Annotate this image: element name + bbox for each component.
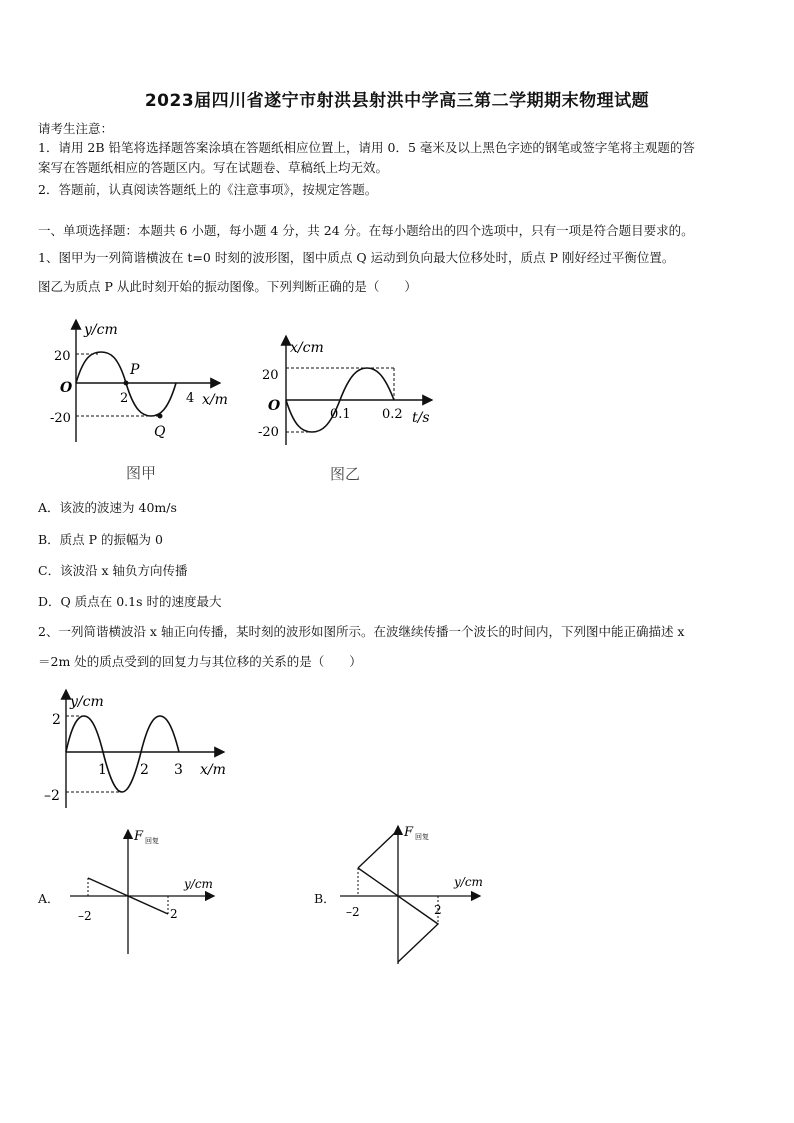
fig-a-caption: 图甲 — [126, 464, 157, 482]
opt-b-tick-pos: 2 — [434, 903, 442, 917]
fig-a-label-p: P — [130, 362, 140, 378]
q2-x-tick-2: 2 — [140, 762, 149, 778]
q2-option-b-graph[interactable] — [334, 820, 494, 970]
fig-a-x-label: x/m — [202, 392, 228, 408]
exam-title: 2023届四川省遂宁市射洪县射洪中学高三第二学期期末物理试题 — [144, 91, 650, 111]
fig-a-label-q: Q — [154, 424, 166, 440]
fig-b-t-tick-2: 0.2 — [382, 407, 403, 422]
q2-option-a-graph[interactable] — [64, 824, 224, 958]
fig-a-point-q — [158, 414, 163, 419]
notice-item-1a: 1．请用 2B 铅笔将选择题答案涂填在答题纸相应位置上，请用 0．5 毫米及以上黑色字迹的钢笔或签字笔将主观题的答 — [38, 140, 695, 155]
fig-b-t-label: t/s — [412, 410, 430, 426]
fig-b-y-bottom: -20 — [258, 425, 279, 440]
fig-a-y-top: 20 — [54, 349, 71, 364]
q1-figure-b — [250, 330, 450, 490]
fig-b-y-top: 20 — [262, 368, 279, 383]
q2-x-tick-3: 3 — [174, 762, 183, 778]
notice-item-1b: 案写在答题纸相应的答题区内。写在试题卷、草稿纸上均无效。 — [38, 160, 389, 175]
fig-b-caption: 图乙 — [330, 465, 361, 483]
q2-stem-line-1: 2、一列简谐横波沿 x 轴正向传播，某时刻的波形如图所示。在波继续传播一个波长的时间内，下列图中能正确描述 x — [38, 624, 685, 639]
opt-b-y-label: y/cm — [454, 875, 483, 889]
opt-a-y-label: y/cm — [184, 877, 213, 891]
q2-wave-figure — [36, 684, 236, 814]
q2-x-label: x/m — [200, 762, 226, 778]
fig-b-t-tick-1: 0.1 — [330, 407, 351, 422]
opt-a-f-sub: 回复 — [145, 837, 159, 845]
notice-heading: 请考生注意： — [38, 121, 114, 136]
opt-a-f-label: F — [134, 829, 144, 844]
fig-a-y-label: y/cm — [84, 322, 118, 338]
fig-a-origin: O — [60, 380, 73, 396]
q2-option-a-letter[interactable]: A． — [38, 891, 60, 906]
fig-a-point-p — [124, 381, 129, 386]
q1-stem-line-1: 1、图甲为一列简谐横波在 t=0 时刻的波形图，图中质点 Q 运动到负向最大位移处时，质点 P 刚好经过平衡位置。 — [38, 250, 675, 265]
q2-wave-curve — [66, 716, 179, 792]
fig-a-y-bottom: -20 — [50, 411, 71, 426]
fig-b-y-label: x/cm — [290, 340, 324, 356]
opt-b-f-sub: 回复 — [415, 833, 429, 841]
q2-y-label: y/cm — [70, 694, 104, 710]
q2-stem-line-2: ＝2m 处的质点受到的回复力与其位移的关系的是（ ） — [38, 654, 362, 669]
q2-x-tick-1: 1 — [98, 762, 107, 778]
q2-y-bottom: –2 — [44, 788, 60, 804]
q1-stem-line-2: 图乙为质点 P 从此时刻开始的振动图像。下列判断正确的是（ ） — [38, 279, 417, 294]
q1-option-a[interactable]: A．该波的波速为 40m/s — [38, 500, 177, 515]
opt-b-tick-neg: –2 — [346, 905, 360, 919]
fig-b-origin: O — [268, 398, 281, 414]
notice-item-2: 2．答题前，认真阅读答题纸上的《注意事项》，按规定答题。 — [38, 182, 378, 197]
q2-option-b-letter[interactable]: B． — [314, 891, 336, 906]
fig-a-x-tick-4: 4 — [186, 391, 195, 406]
fig-a-x-tick-2: 2 — [120, 391, 129, 406]
q1-option-c[interactable]: C．该波沿 x 轴负方向传播 — [38, 563, 188, 578]
q1-figure-a — [40, 312, 250, 487]
opt-a-tick-pos: 2 — [170, 907, 178, 921]
opt-b-f-label: F — [404, 825, 414, 840]
opt-a-tick-neg: –2 — [78, 909, 92, 923]
q2-y-top: 2 — [52, 712, 61, 728]
section-1-heading: 一、单项选择题：本题共 6 小题，每小题 4 分，共 24 分。在每小题给出的四个选项中，只有一项是符合题目要求的。 — [38, 223, 694, 238]
q1-option-d[interactable]: D．Q 质点在 0.1s 时的速度最大 — [38, 594, 222, 609]
q1-option-b[interactable]: B．质点 P 的振幅为 0 — [38, 532, 163, 547]
